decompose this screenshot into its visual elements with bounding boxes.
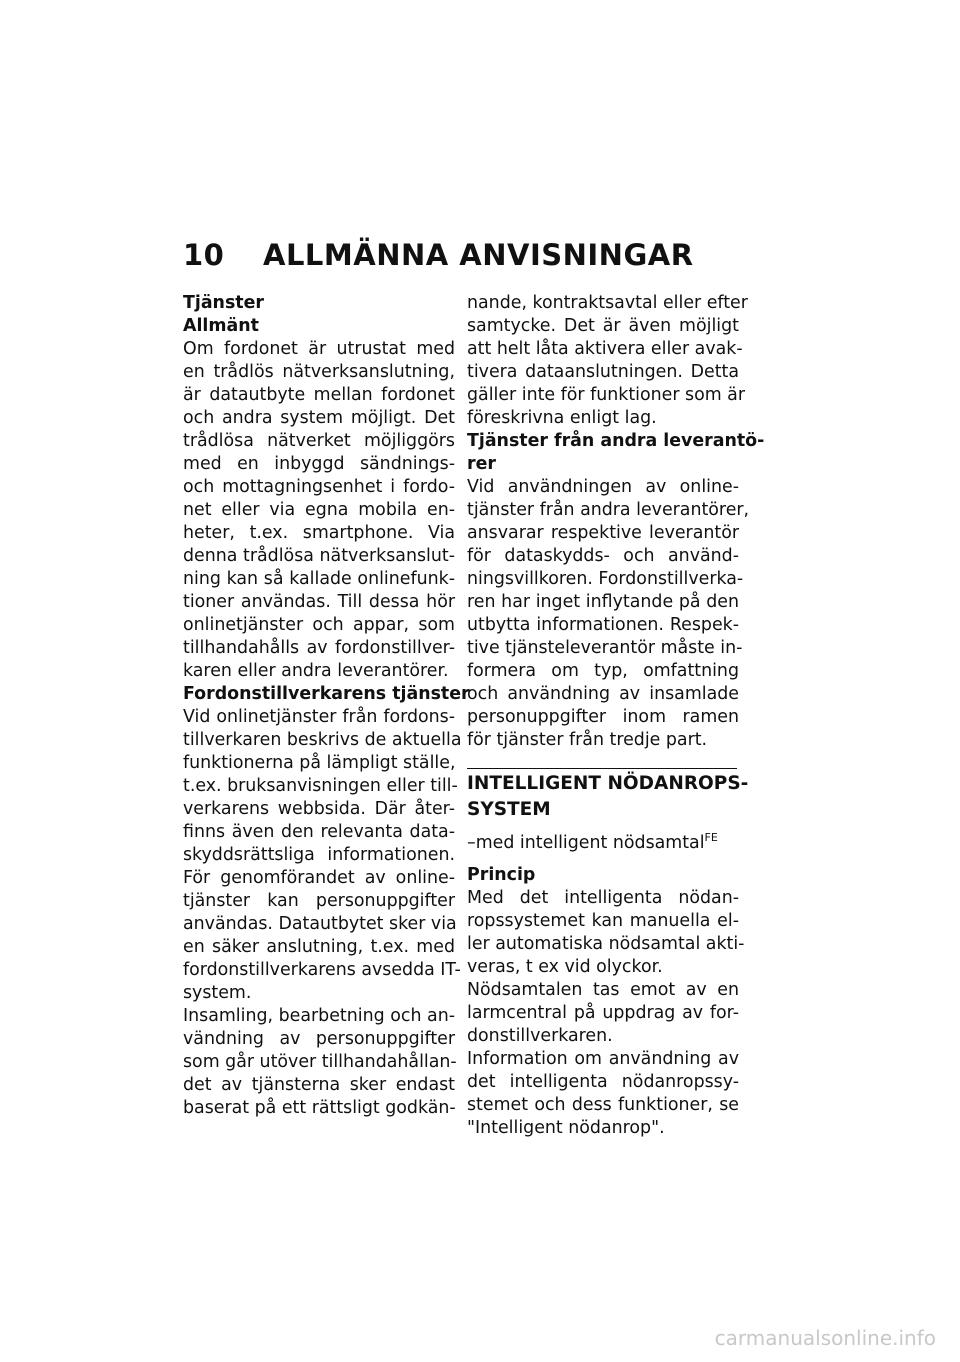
text-line: föreskrivna enligt lag. [467,408,657,428]
text-line: Information om användning av [467,1049,739,1069]
text-line: ningsvillkoren. Fordonstillverka- [467,569,744,589]
text-line: skyddsrättsliga informationen. [183,845,455,865]
text-line: att helt låta aktivera eller avak- [467,339,743,359]
right-column-bottom-text [467,887,745,1140]
text-line: baserat på ett rättsligt godkän- [183,1098,456,1118]
text-line: utbytta informationen. Respek- [467,615,739,635]
text-line: med en inbyggd sändnings- [183,454,455,474]
text-line: denna trådlösa nätverksanslut- [183,546,455,566]
text-line: finns även den relevanta data- [183,822,455,842]
text-line: Insamling, bearbetning och an- [183,1006,455,1026]
text-line: formera om typ, omfattning [467,661,739,681]
text-line: larmcentral på uppdrag av for- [467,1003,739,1023]
text-line: en säker anslutning, t.ex. med [183,937,455,957]
equipment-note-text: –med intelligent nödsamtal [467,833,705,853]
equipment-code: FE [704,831,718,845]
text-line: och andra system möjligt. Det [183,408,455,428]
text-line: t.ex. bruksanvisningen eller till- [183,776,458,796]
text-line: personuppgifter inom ramen [467,707,739,727]
text-line: nande, kontraktsavtal eller efter [467,293,748,313]
text-line: fordonstillverkarens avsedda IT- [183,960,461,980]
text-line: veras, t ex vid olyckor. [467,957,663,977]
section-subheading: Princip [467,865,536,885]
text-line: det intelligenta nödanropssy- [467,1072,739,1092]
chapter-title: ALLMÄNNA ANVISNINGAR [263,238,694,272]
text-line: ropssystemet kan manuella el- [467,911,739,931]
text-line: tivera dataanslutningen. Detta [467,362,739,382]
section-title-line-1: INTELLIGENT NÖDANROPS- [467,773,749,794]
text-line: karen eller andra leverantörer. [183,661,449,681]
text-line: och mottagningsenhet i fordo- [183,477,455,497]
text-line: heter, t.ex. smartphone. Via [183,523,455,543]
text-line: för tjänster från tredje part. [467,730,708,750]
text-line: gäller inte för funktioner som är [467,385,745,405]
watermark: carmanualsonline.info [714,1326,936,1350]
subheading-line: Tjänster [183,293,264,313]
text-line: tillverkaren beskrivs de aktuella [183,730,462,750]
text-line: Nödsamtalen tas emot av en [467,980,739,1000]
text-line: funktionerna på lämpligt ställe, [183,753,456,773]
text-line: stemet och dess funktioner, se [467,1095,739,1115]
text-line: Vid användningen av online- [467,477,739,497]
text-line: tive tjänsteleverantör måste in- [467,638,743,658]
text-line: ren har inget inflytande på den [467,592,739,612]
section-title-line-2: SYSTEM [467,799,551,820]
text-line: ansvarar respektive leverantör [467,523,739,543]
text-line: tioner användas. Till dessa hör [183,592,455,612]
subheading-line: Allmänt [183,316,259,336]
text-line: "Intelligent nödanrop". [467,1118,665,1138]
text-line: vändning av personuppgifter [183,1029,455,1049]
section-divider [467,768,737,769]
text-line: det av tjänsterna sker endast [183,1075,455,1095]
text-line: samtycke. Det är även möjligt [467,316,739,336]
text-line: som går utöver tillhandahållan- [183,1052,457,1072]
text-line: verkarens webbsida. Där åter- [183,799,455,819]
text-line: en trådlös nätverksanslutning, [183,362,455,382]
text-line: För genomförandet av online- [183,868,455,888]
text-line: donstillverkaren. [467,1026,613,1046]
text-line: tillhandahålls av fordonstillver- [183,638,455,658]
text-line: net eller via egna mobila en- [183,500,455,520]
text-line: för dataskydds- och använd- [467,546,739,566]
text-line: ning kan så kallade onlinefunk- [183,569,455,589]
text-line: ler automatiska nödsamtal akti- [467,934,745,954]
text-line: användas. Datautbytet sker via [183,914,457,934]
subheading-line: Fordonstillverkarens tjänster [183,684,470,704]
text-line: Vid onlinetjänster från fordons- [183,707,455,727]
text-line: Om fordonet är utrustat med [183,339,455,359]
chapter-number: 10 [183,238,225,272]
equipment-note [467,832,739,855]
text-line: Med det intelligenta nödan- [467,888,739,908]
right-column [467,292,765,1140]
text-line: är datautbyte mellan fordonet [183,385,455,405]
subheading-line: rer [467,454,496,474]
text-line: system. [183,983,252,1003]
subheading-line: Tjänster från andra leverantö- [467,431,765,451]
right-column-top-text [467,292,765,752]
text-line: och användning av insamlade [467,684,739,704]
text-line: tjänster kan personuppgifter [183,891,455,911]
chapter-heading [183,238,783,278]
text-line: trådlösa nätverket möjliggörs [183,431,455,451]
text-line: onlinetjänster och appar, som [183,615,455,635]
left-column [183,292,470,1120]
text-line: tjänster från andra leverantörer, [467,500,750,520]
